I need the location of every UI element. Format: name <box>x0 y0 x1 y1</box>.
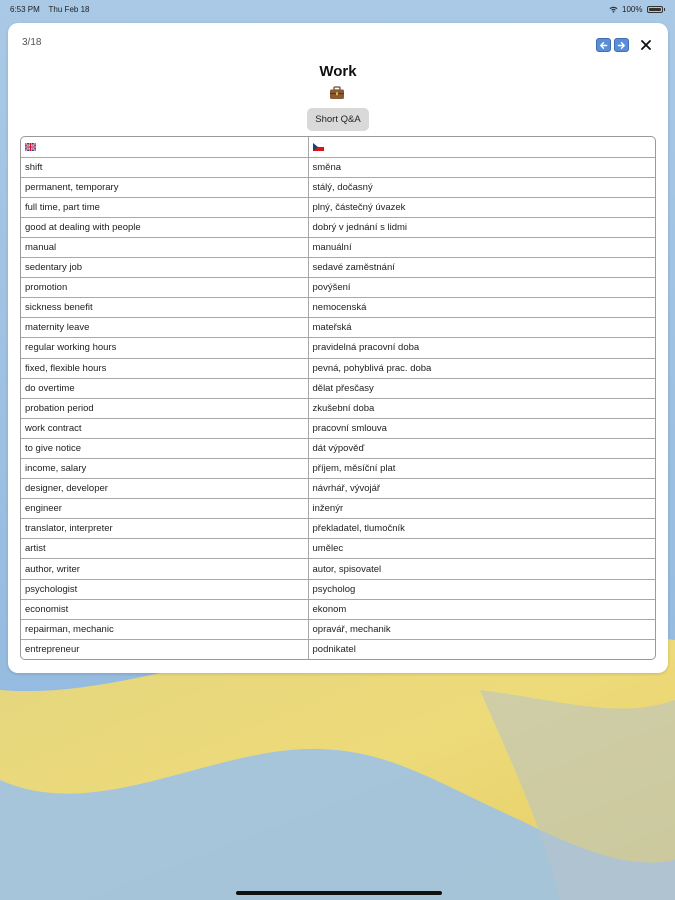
arrow-left-icon <box>599 41 608 50</box>
english-term: sickness benefit <box>21 298 308 318</box>
english-term: repairman, mechanic <box>21 619 308 639</box>
table-row <box>21 157 655 177</box>
english-term: entrepreneur <box>21 639 308 659</box>
table-row <box>21 619 655 639</box>
vocabulary-table <box>20 136 656 660</box>
english-term: work contract <box>21 418 308 438</box>
header-czech <box>308 137 655 157</box>
table-row <box>21 278 655 298</box>
english-term: manual <box>21 237 308 257</box>
status-bar <box>0 0 675 18</box>
czech-term: umělec <box>308 539 655 559</box>
status-indicators <box>609 5 665 14</box>
uk-flag-icon <box>25 143 36 151</box>
card-navigation <box>596 37 654 53</box>
table-row <box>21 398 655 418</box>
short-qa-button[interactable]: Short Q&A <box>307 108 369 131</box>
czech-term: manuální <box>308 237 655 257</box>
english-term: permanent, temporary <box>21 177 308 197</box>
previous-button[interactable] <box>596 38 611 52</box>
battery-icon <box>647 6 663 13</box>
english-term: sedentary job <box>21 258 308 278</box>
table-row <box>21 438 655 458</box>
english-term: designer, developer <box>21 479 308 499</box>
czech-term: pravidelná pracovní doba <box>308 338 655 358</box>
czech-term: sedavé zaměstnání <box>308 258 655 278</box>
status-time-date <box>10 5 89 14</box>
arrow-right-icon <box>617 41 626 50</box>
table-row <box>21 318 655 338</box>
table-row <box>21 298 655 318</box>
briefcase-icon <box>329 86 345 100</box>
czech-term: zkušební doba <box>308 398 655 418</box>
next-button[interactable] <box>614 38 629 52</box>
status-time: 6:53 PM <box>10 5 40 14</box>
czech-term: inženýr <box>308 499 655 519</box>
status-date: Thu Feb 18 <box>48 5 90 14</box>
page-title: Work <box>319 63 357 80</box>
english-term: author, writer <box>21 559 308 579</box>
battery-tip <box>664 8 666 11</box>
table-row <box>21 459 655 479</box>
english-term: translator, interpreter <box>21 519 308 539</box>
english-term: economist <box>21 599 308 619</box>
czech-term: podnikatel <box>312 644 356 656</box>
home-indicator[interactable] <box>236 891 442 895</box>
table-row <box>21 519 655 539</box>
english-term: regular working hours <box>21 338 308 358</box>
czech-term: opravář, mechanik <box>308 619 655 639</box>
english-term: promotion <box>21 278 308 298</box>
table-row <box>21 338 655 358</box>
czech-term: ekonom <box>308 599 655 619</box>
czech-term: dát výpověď <box>308 438 655 458</box>
english-term: maternity leave <box>21 318 308 338</box>
english-term: artist <box>21 539 308 559</box>
table-row <box>21 639 655 659</box>
table-row <box>21 579 655 599</box>
table-row <box>21 177 655 197</box>
header-english <box>21 137 308 157</box>
wifi-icon <box>609 6 618 13</box>
english-term: to give notice <box>21 438 308 458</box>
table-row <box>21 197 655 217</box>
close-icon <box>641 40 651 50</box>
english-term: probation period <box>21 398 308 418</box>
czech-flag-icon <box>313 143 324 151</box>
english-term: full time, part time <box>21 197 308 217</box>
table-row <box>21 499 655 519</box>
table-row <box>21 217 655 237</box>
table-row <box>21 418 655 438</box>
czech-term: stálý, dočasný <box>308 177 655 197</box>
english-term: fixed, flexible hours <box>21 358 308 378</box>
table-row <box>21 599 655 619</box>
table-row <box>21 237 655 257</box>
english-term: income, salary <box>21 459 308 479</box>
czech-term: dělat přesčasy <box>308 378 655 398</box>
czech-term: pracovní smlouva <box>308 418 655 438</box>
english-term: engineer <box>21 499 308 519</box>
czech-term: psycholog <box>308 579 655 599</box>
czech-term: návrhář, vývojář <box>308 479 655 499</box>
czech-term: příjem, měsíční plat <box>308 459 655 479</box>
table-row <box>21 358 655 378</box>
page-counter: 3/18 <box>22 37 42 48</box>
english-term: do overtime <box>21 378 308 398</box>
czech-term: plný, částečný úvazek <box>308 197 655 217</box>
table-row <box>21 559 655 579</box>
table-row <box>21 539 655 559</box>
table-row <box>21 378 655 398</box>
czech-term: směna <box>308 157 655 177</box>
czech-term: mateřská <box>308 318 655 338</box>
vocabulary-card <box>8 23 668 673</box>
czech-term: nemocenská <box>308 298 655 318</box>
czech-term: dobrý v jednání s lidmi <box>308 217 655 237</box>
czech-term: povýšení <box>308 278 655 298</box>
table-row <box>21 479 655 499</box>
english-term: good at dealing with people <box>21 217 308 237</box>
english-term: psychologist <box>21 579 308 599</box>
czech-term: překladatel, tlumočník <box>308 519 655 539</box>
english-term: shift <box>21 157 308 177</box>
battery-percent: 100% <box>622 5 643 14</box>
czech-term: autor, spisovatel <box>308 559 655 579</box>
czech-term: pevná, pohyblivá prac. doba <box>308 358 655 378</box>
table-header-row <box>21 137 655 157</box>
close-button[interactable] <box>638 37 654 53</box>
table-row <box>21 258 655 278</box>
